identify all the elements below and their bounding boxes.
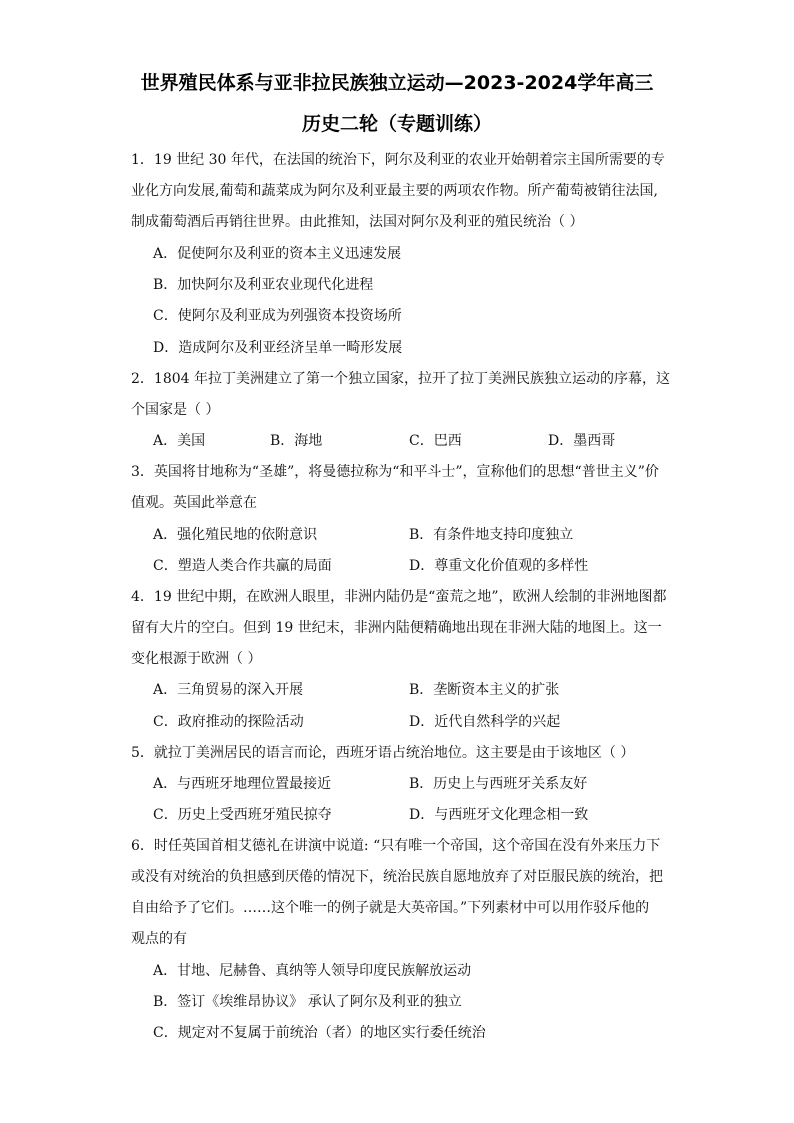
option-d: D．造成阿尔及利亚经济呈单一畸形发展 [153,340,403,356]
option-b: B．垄断资本主义的扩张 [409,682,560,698]
option-b: B．海地 [270,433,323,449]
question-text-line: 变化根源于欧洲（ ） [131,651,262,667]
question-text-line: 制成葡萄酒后再销往世界。由此推知，法国对阿尔及利亚的殖民统治（ ） [131,214,584,230]
option-c: C．政府推动的探险活动 [153,714,304,730]
option-c: C．巴西 [409,433,462,449]
question-text-line: 自由给予了它们。……这个唯一的例子就是大英帝国。”下列素材中可以用作驳斥他的 [131,900,650,916]
page-title: 世界殖民体系与亚非拉民族独立运动—2023-2024学年高三 [140,72,654,94]
option-c: C．使阿尔及利亚成为列强资本投资场所 [153,308,402,324]
option-a: A．促使阿尔及利亚的资本主义迅速发展 [153,246,402,262]
question-text-line: 业化方向发展,葡萄和蔬菜成为阿尔及利亚最主要的两项农作物。所产葡萄被销往法国, [131,183,658,199]
option-b: B．有条件地支持印度独立 [409,527,574,543]
question-text-line: 或没有对统治的负担感到厌倦的情况下，统治民族自愿地放弃了对臣服民族的统治，把 [131,869,663,885]
option-a: A．三角贸易的深入开展 [153,682,304,698]
option-d: D．墨西哥 [548,433,616,449]
question-text-line: 观点的有 [131,931,187,947]
question-text-line: 3．英国将甘地称为“圣雄”，将曼德拉称为“和平斗士”，宣称他们的思想“普世主义”价 [131,464,659,480]
question-text-line: 个国家是（ ） [131,402,220,418]
option-a: A．美国 [153,433,206,449]
option-a: A．与西班牙地理位置最接近 [153,776,332,792]
option-b: B．签订《埃维昂协议》 承认了阿尔及利亚的独立 [153,994,462,1010]
question-text-line: 5．就拉丁美洲居民的语言而论，西班牙语占统治地位。这主要是由于该地区（ ） [131,745,635,761]
option-a: A．强化殖民地的依附意识 [153,527,318,543]
question-text-line: 4．19 世纪中期，在欧洲人眼里，非洲内陆仍是“蛮荒之地”，欧洲人绘制的非洲地图都 [131,589,667,605]
question-text-line: 留有大片的空白。但到 19 世纪末，非洲内陆便精确地出现在非洲大陆的地图上。这一 [131,620,662,636]
option-c: C．规定对不复属于前统治（者）的地区实行委任统治 [153,1025,486,1041]
option-c: C．历史上受西班牙殖民掠夺 [153,807,332,823]
option-b: B．加快阿尔及利亚农业现代化进程 [153,277,374,293]
option-b: B．历史上与西班牙关系友好 [409,776,588,792]
question-text-line: 值观。英国此举意在 [131,495,257,511]
option-a: A．甘地、尼赫鲁、真纳等人领导印度民族解放运动 [153,963,472,979]
option-d: D．尊重文化价值观的多样性 [409,558,589,574]
question-text-line: 1．19 世纪 30 年代，在法国的统治下，阿尔及利亚的农业开始朝着宗主国所需要的专 [131,152,665,168]
question-text-line: 2．1804 年拉丁美洲建立了第一个独立国家，拉开了拉丁美洲民族独立运动的序幕，这 [131,371,670,387]
option-d: D．与西班牙文化理念相一致 [409,807,589,823]
option-d: D．近代自然科学的兴起 [409,714,561,730]
option-c: C．塑造人类合作共赢的局面 [153,558,332,574]
question-text-line: 6．时任英国首相艾德礼在讲演中说道: “只有唯一个帝国，这个帝国在没有外来压力下 [131,838,661,854]
page-subtitle: 历史二轮（专题训练） [301,113,492,135]
